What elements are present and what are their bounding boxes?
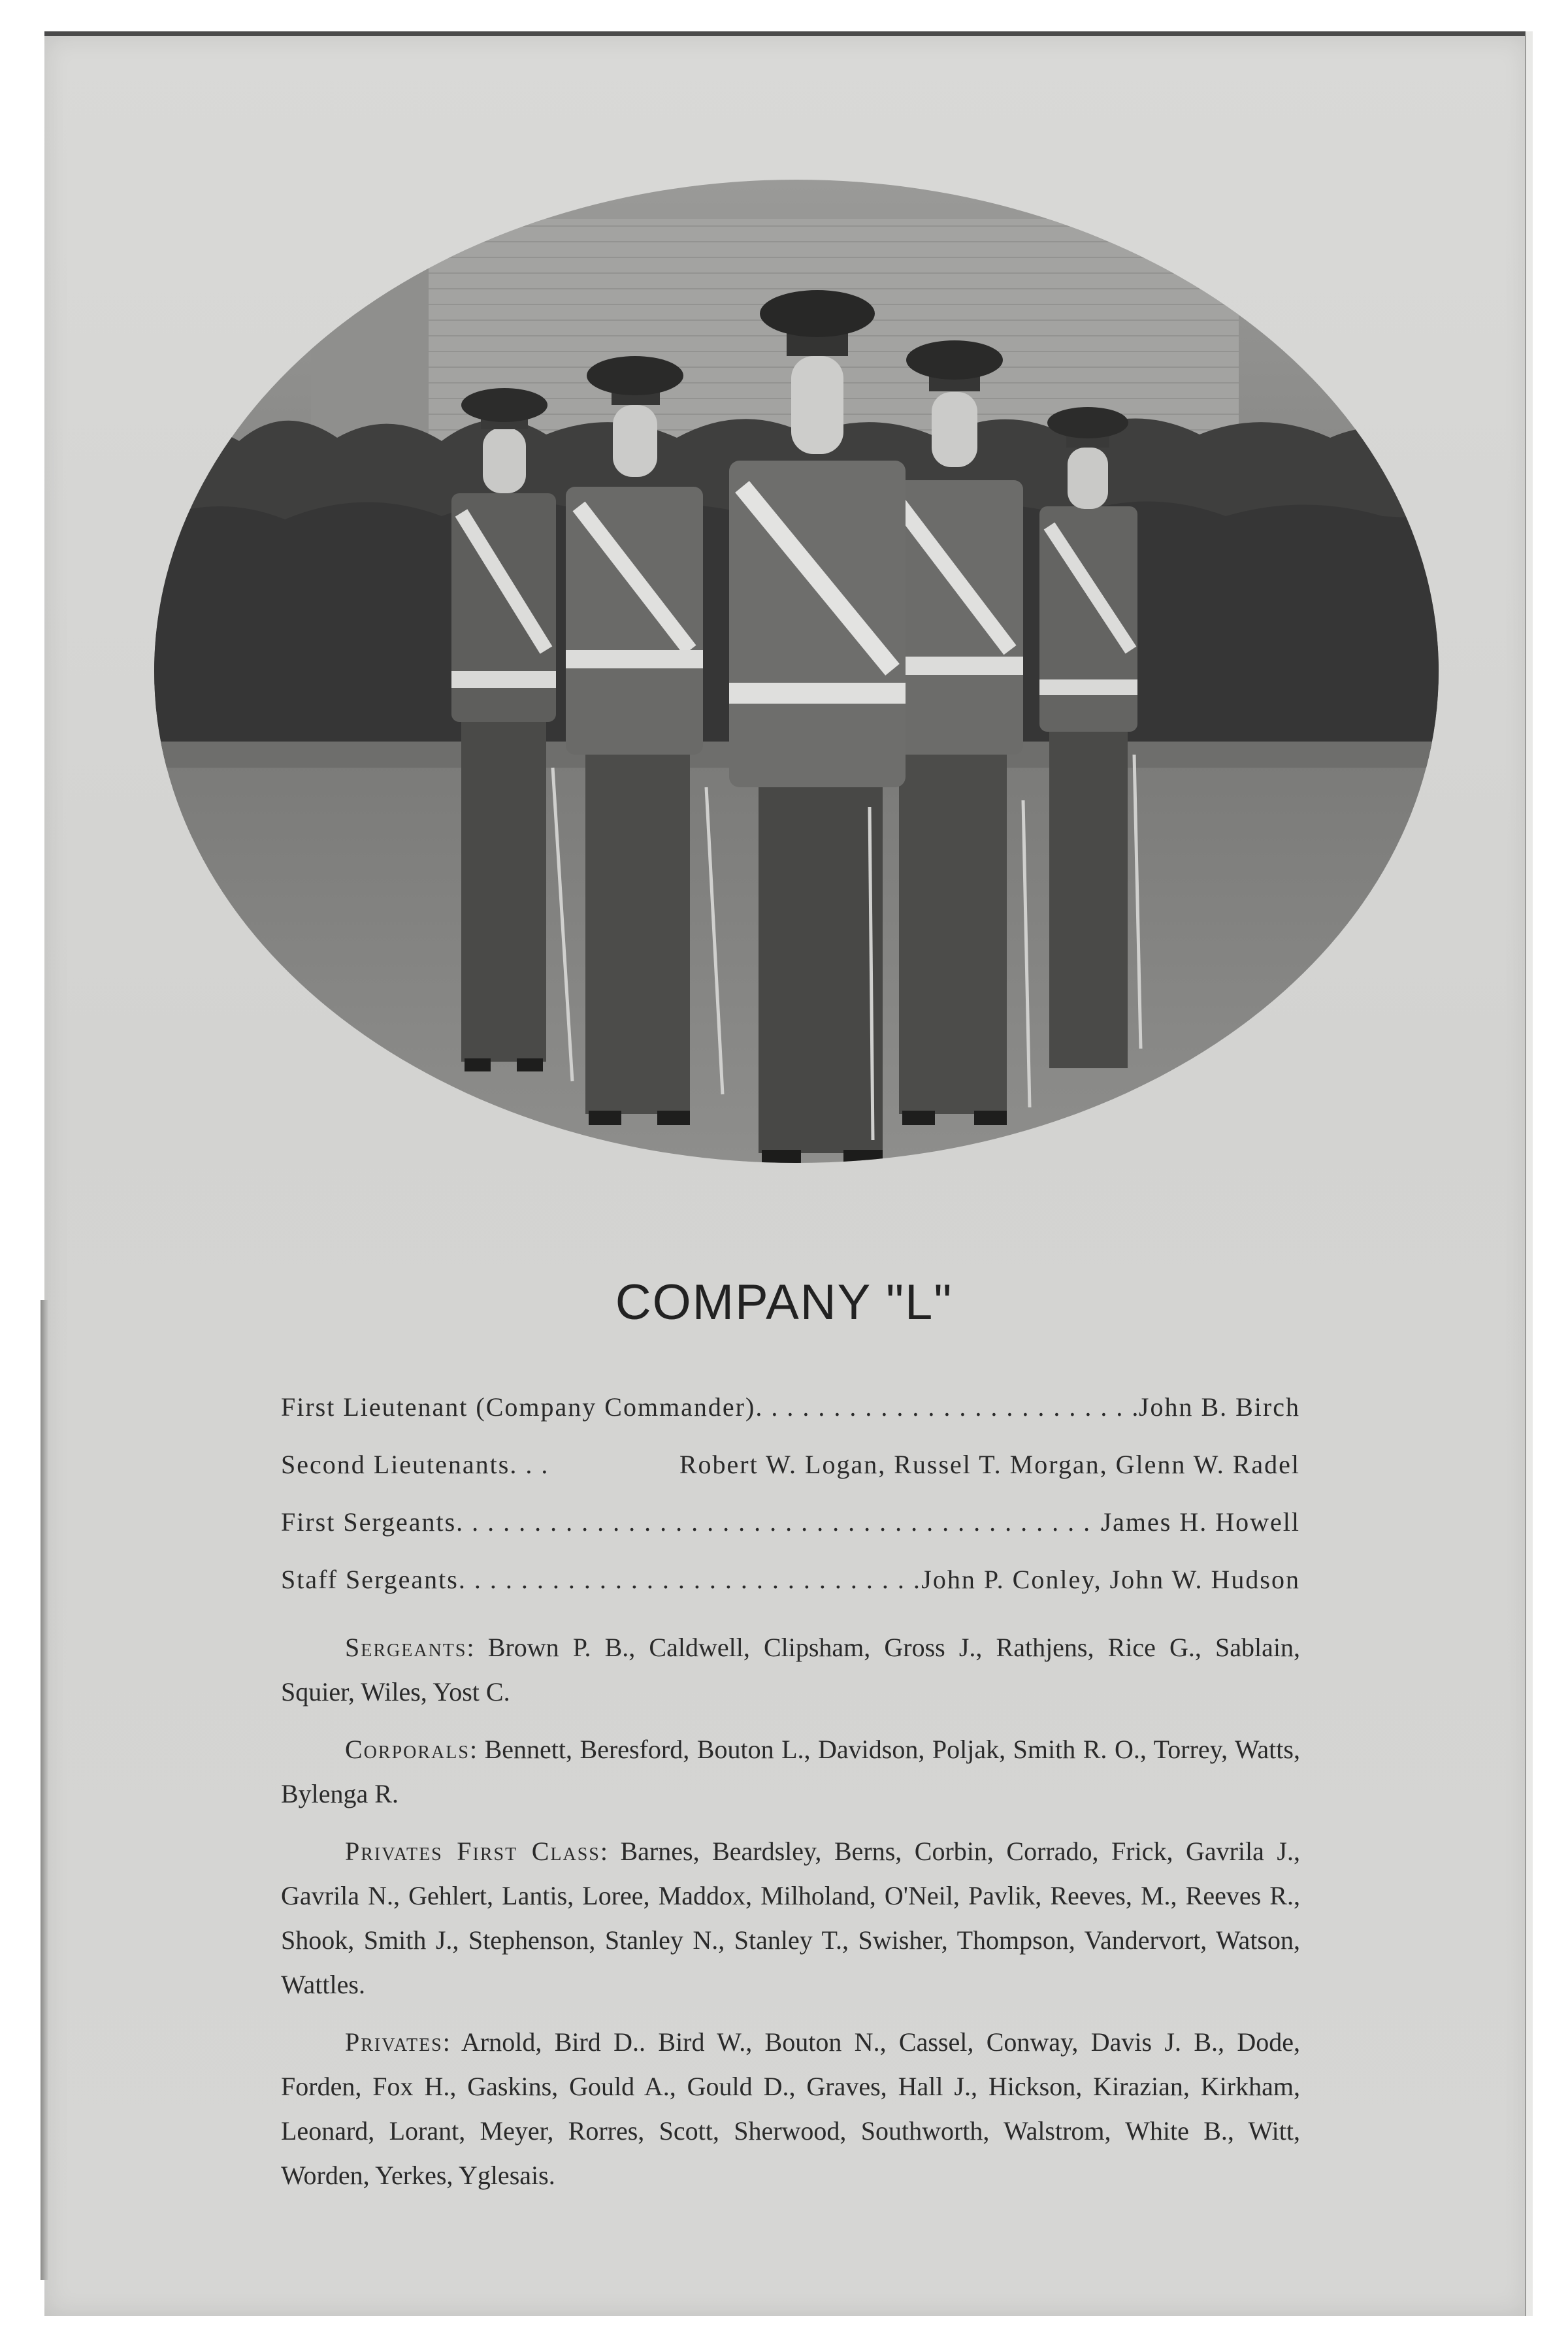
- officer-names: John P. Conley, John W. Hudson: [921, 1565, 1300, 1594]
- leader-dots: [456, 1507, 1101, 1537]
- roster-paragraph: Privates First Class: Barnes, Beardsley, Berns, Corbin, Corrado, Frick, Gavrila J., Gavrila N., Gehlert, Lantis, Loree, Maddox, Milholand, O'Neil, Pavlik, Reeves, M., Reeves R., Shook, Smith J., Stephenson, Stanley N., Stanley T., Swisher, Thompson, Vandervort, Watson, Wattles.: [281, 1837, 1300, 1999]
- officer-names: Robert W. Logan, Russel T. Morgan, Glenn W. Radel: [679, 1450, 1300, 1479]
- roster-label: Privates First Class: [345, 1837, 600, 1866]
- officer-rank: Second Lieutenants. . .: [281, 1450, 549, 1479]
- leader-dots: [755, 1392, 1139, 1422]
- leader-dots: [459, 1564, 921, 1595]
- roster-names: Barnes, Beardsley, Berns, Corbin, Corrado, Frick, Gavrila J., Gavrila N., Gehlert, Lantis, Loree, Maddox, Milholand, O'Neil, Pavlik, Reeves, M., Reeves R., Shook, Smith J., Stephenson, Stanley N., Stanley T., Swisher, Thompson, Vandervort, Watson, Wattles.: [281, 1837, 1300, 1999]
- group-photo: [154, 180, 1439, 1163]
- officer-row: [281, 1449, 1300, 1480]
- page-right-edge: [1525, 31, 1533, 2316]
- officer-row: [281, 1564, 1300, 1595]
- roster-label: Corporals: [345, 1735, 470, 1764]
- page-left-edge: [41, 1300, 48, 2280]
- roster-names: Brown P. B., Caldwell, Clipsham, Gross J., Rathjens, Rice G., Sablain, Squier, Wiles, Yost C.: [281, 1633, 1300, 1707]
- officer-row: [281, 1392, 1300, 1422]
- officer-row: [281, 1507, 1300, 1537]
- roster-names: Arnold, Bird D.. Bird W., Bouton N., Cassel, Conway, Davis J. B., Dode, Forden, Fox H., Gaskins, Gould A., Gould D., Graves, Hall J., Hickson, Kirazian, Kirkham, Leonard, Lorant, Meyer, Rorres, Scott, Sherwood, Southworth, Walstrom, White B., Witt, Worden, Yerkes, Yglesais.: [281, 2027, 1301, 2190]
- officer-rank: First Sergeants: [281, 1507, 457, 1537]
- officer-names: James H. Howell: [1101, 1507, 1300, 1537]
- roster-label: Sergeants: [345, 1633, 467, 1662]
- roster-paragraph: Corporals: Bennett, Beresford, Bouton L., Davidson, Poljak, Smith R. O., Torrey, Watts, Bylenga R.: [281, 1735, 1300, 1808]
- page-title: COMPANY "L": [615, 1275, 953, 1330]
- officer-names: John B. Birch: [1138, 1392, 1300, 1422]
- group-photo-image: [154, 180, 1439, 1163]
- roster-names: Bennett, Beresford, Bouton L., Davidson, Poljak, Smith R. O., Torrey, Watts, Bylenga R.: [281, 1735, 1300, 1808]
- officer-rank: First Lieutenant (Company Commander): [281, 1392, 756, 1422]
- roster-paragraph: Privates: Arnold, Bird D.. Bird W., Bouton N., Cassel, Conway, Davis J. B., Dode, Forden, Fox H., Gaskins, Gould A., Gould D., Graves, Hall J., Hickson, Kirazian, Kirkham, Leonard, Lorant, Meyer, Rorres, Scott, Sherwood, Southworth, Walstrom, White B., Witt, Worden, Yerkes, Yglesais.: [281, 2027, 1301, 2190]
- officer-rank: Staff Sergeants: [281, 1565, 459, 1594]
- roster-paragraph: Sergeants: Brown P. B., Caldwell, Clipsham, Gross J., Rathjens, Rice G., Sablain, Squier, Wiles, Yost C.: [281, 1633, 1300, 1707]
- roster-label: Privates: [345, 2027, 443, 2057]
